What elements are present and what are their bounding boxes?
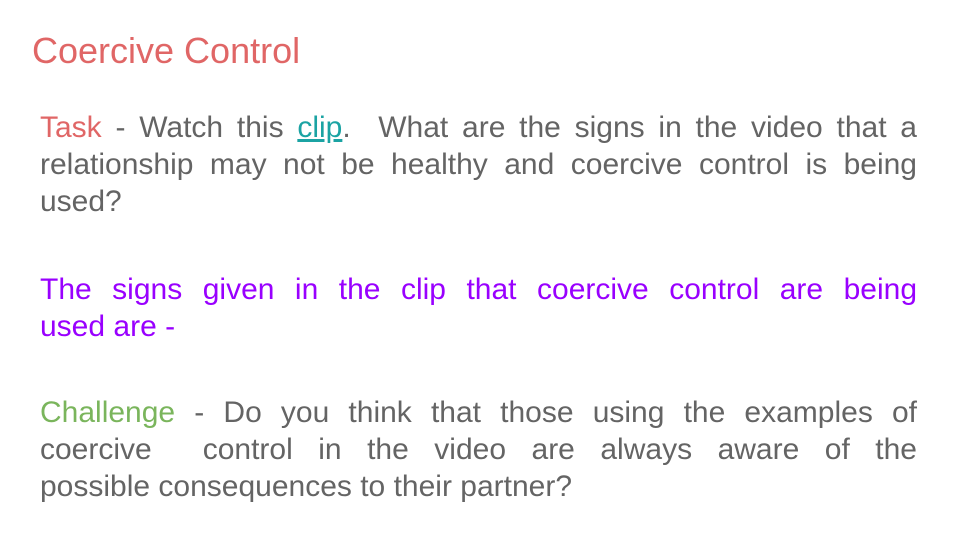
slide-title: Coercive Control	[32, 30, 301, 71]
challenge-line-1	[40, 394, 917, 431]
challenge-line-1-tail: - Do you think that those using the examples of	[175, 396, 917, 429]
signs-line-1: The signs given in the clip that coercive control are being	[40, 273, 917, 306]
clip-link[interactable]: clip	[297, 111, 343, 144]
task-line-1	[40, 109, 917, 146]
signs-line-2: used are -	[40, 310, 176, 343]
task-line-2: relationship may not be healthy and coercive control is being	[40, 148, 917, 181]
task-label: Task	[40, 111, 102, 144]
challenge-line-3: possible consequences to their partner?	[40, 470, 573, 503]
task-text-after-label: - Watch this	[101, 111, 298, 144]
challenge-label: Challenge	[40, 396, 176, 429]
task-line-1-tail: . What are the signs in the video that a	[342, 111, 917, 144]
task-paragraph	[40, 109, 917, 220]
challenge-paragraph	[40, 394, 917, 505]
challenge-line-2: coercive control in the video are always aware of the	[40, 433, 917, 466]
signs-paragraph	[40, 271, 917, 345]
task-line-3: used?	[40, 185, 122, 218]
